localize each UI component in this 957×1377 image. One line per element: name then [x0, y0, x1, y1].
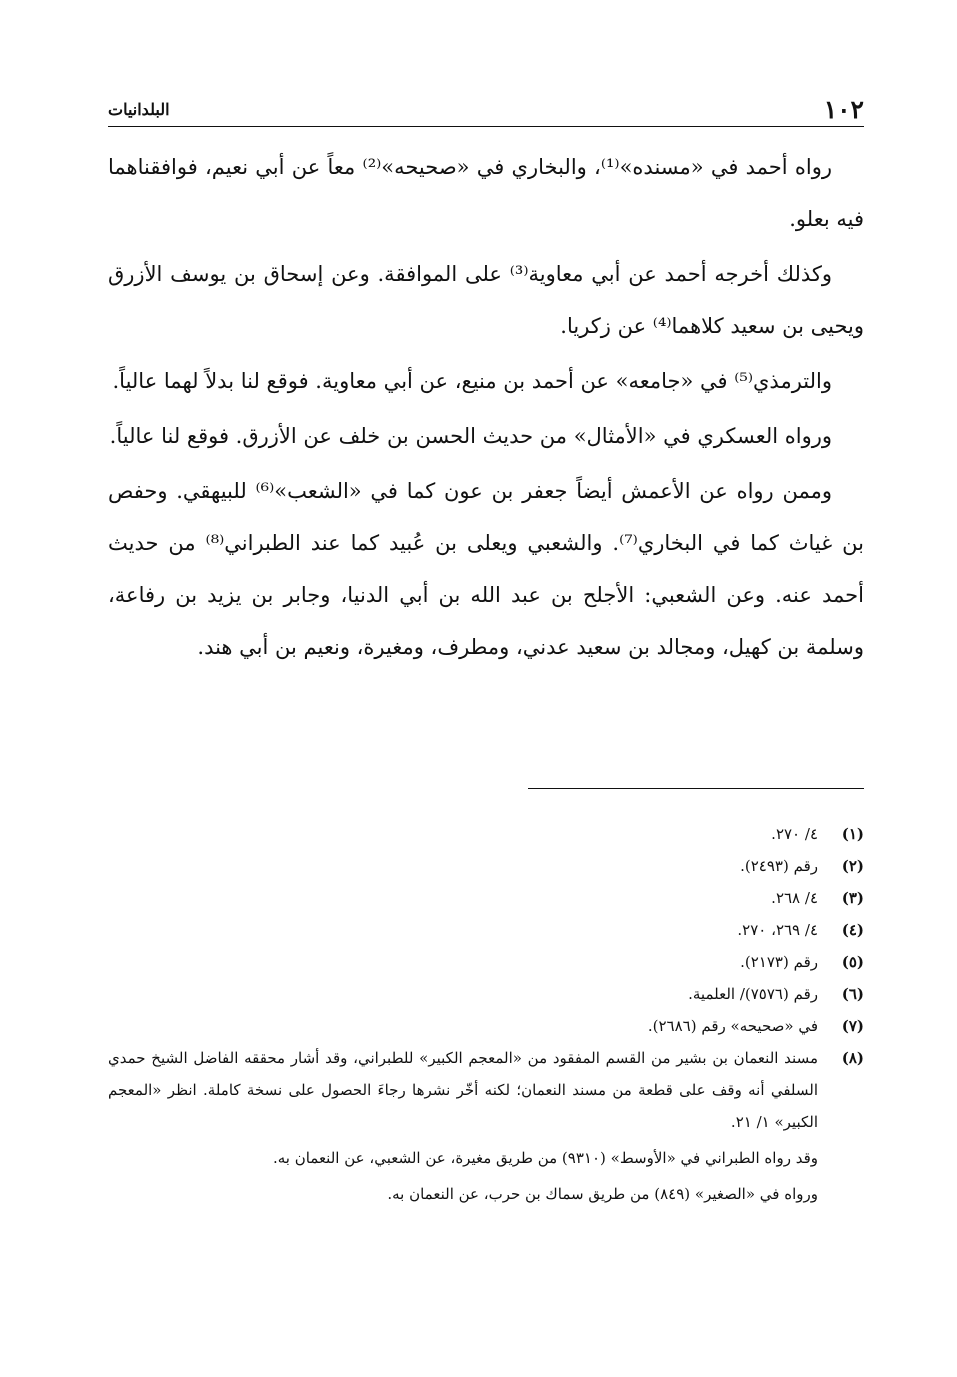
footnote-continuation: وقد رواه الطبراني في «الأوسط» (٩٣١٠) من طريق مغيرة، عن الشعبي، عن النعمان به. [272, 1149, 818, 1167]
footnote-text: ٤/ ٢٦٩، ٢٧٠. [737, 921, 818, 939]
running-title: البلدانيات [108, 100, 170, 119]
footnote-number: (٤) [841, 921, 864, 939]
footnote [108, 850, 864, 882]
footnote-number: (٣) [841, 889, 864, 907]
header-divider [108, 126, 864, 127]
footnote-number: (٥) [841, 953, 864, 971]
footnote-text: رقم (٧٥٧٦)/ العلمية. [688, 985, 818, 1003]
main-text [108, 141, 864, 673]
footnote-text: رقم (٢١٧٣). [740, 953, 818, 971]
page-number: ١٠٢ [823, 95, 864, 124]
paragraph: وكذلك أخرجه أحمد عن أبي معاوية⁽³⁾ على الموافقة. وعن إسحاق بن يوسف الأزرق ويحيى بن سعيد كلاهما⁽⁴⁾ عن زكريا. [108, 262, 864, 338]
paragraph: والترمذي⁽⁵⁾ في «جامعه» عن أحمد بن منيع، عن أبي معاوية. فوقع لنا بدلاً لهما عالياً. [112, 369, 832, 393]
footnote-number: (٦) [841, 985, 864, 1003]
footnote-text: ٤/ ٢٧٠. [771, 825, 818, 843]
page-header [108, 82, 864, 122]
footnote-text: رقم (٢٤٩٣). [740, 857, 818, 875]
paragraph: وممن رواه عن الأعمش أيضاً جعفر بن عون كما في «الشعب»⁽⁶⁾ للبيهقي. وحفص بن غياث كما في البخاري⁽⁷⁾. والشعبي ويعلى بن عُبيد كما عند الطبراني⁽⁸⁾ من حديث أحمد عنه. وعن الشعبي: الأجلح بن عبد الله بن أبي الدنيا، وجابر بن يزيد بن رفاعة، وسلمة بن كهيل، ومجالد بن سعيد عدني، ومطرف، ومغيرة، ونعيم بن أبي هند. [108, 479, 864, 659]
paragraph: رواه أحمد في «مسنده»⁽¹⁾، والبخاري في «صحيحه»⁽²⁾ معاً عن أبي نعيم، فوافقناهما فيه بعلو. [108, 155, 864, 231]
footnote-text: في «صحيحه» رقم (٢٦٨٦). [647, 1017, 818, 1035]
footnote-divider [528, 788, 864, 789]
footnotes [108, 818, 864, 1210]
footnote [108, 818, 864, 850]
footnote [108, 1042, 864, 1138]
footnote-number: (١) [841, 825, 864, 843]
footnote-text: ٤/ ٢٦٨. [771, 889, 818, 907]
footnote [108, 978, 864, 1010]
paragraph: ورواه العسكري في «الأمثال» من حديث الحسن بن خلف عن الأزرق. فوقع لنا عالياً. [109, 424, 832, 448]
footnote-number: (٨) [841, 1049, 864, 1067]
footnote-number: (٧) [841, 1017, 864, 1035]
footnote-continuation: ورواه في «الصغير» (٨٤٩) من طريق سماك بن حرب، عن النعمان به. [387, 1185, 818, 1203]
footnote-number: (٢) [841, 857, 864, 875]
footnote [108, 1010, 864, 1042]
footnote [108, 914, 864, 946]
footnote-text: مسند النعمان بن بشير من القسم المفقود من «المعجم الكبير» للطبراني، وقد أشار محققه الفاضل الشيخ حمدي السلفي أنه وقف على قطعة من مسند النعمان؛ لكنه أخّر نشرها رجاءَ الحصول على نسخة كاملة. انظر «المعجم الكبير» ١/ ٢١. [108, 1049, 818, 1131]
footnote [108, 946, 864, 978]
footnote [108, 882, 864, 914]
